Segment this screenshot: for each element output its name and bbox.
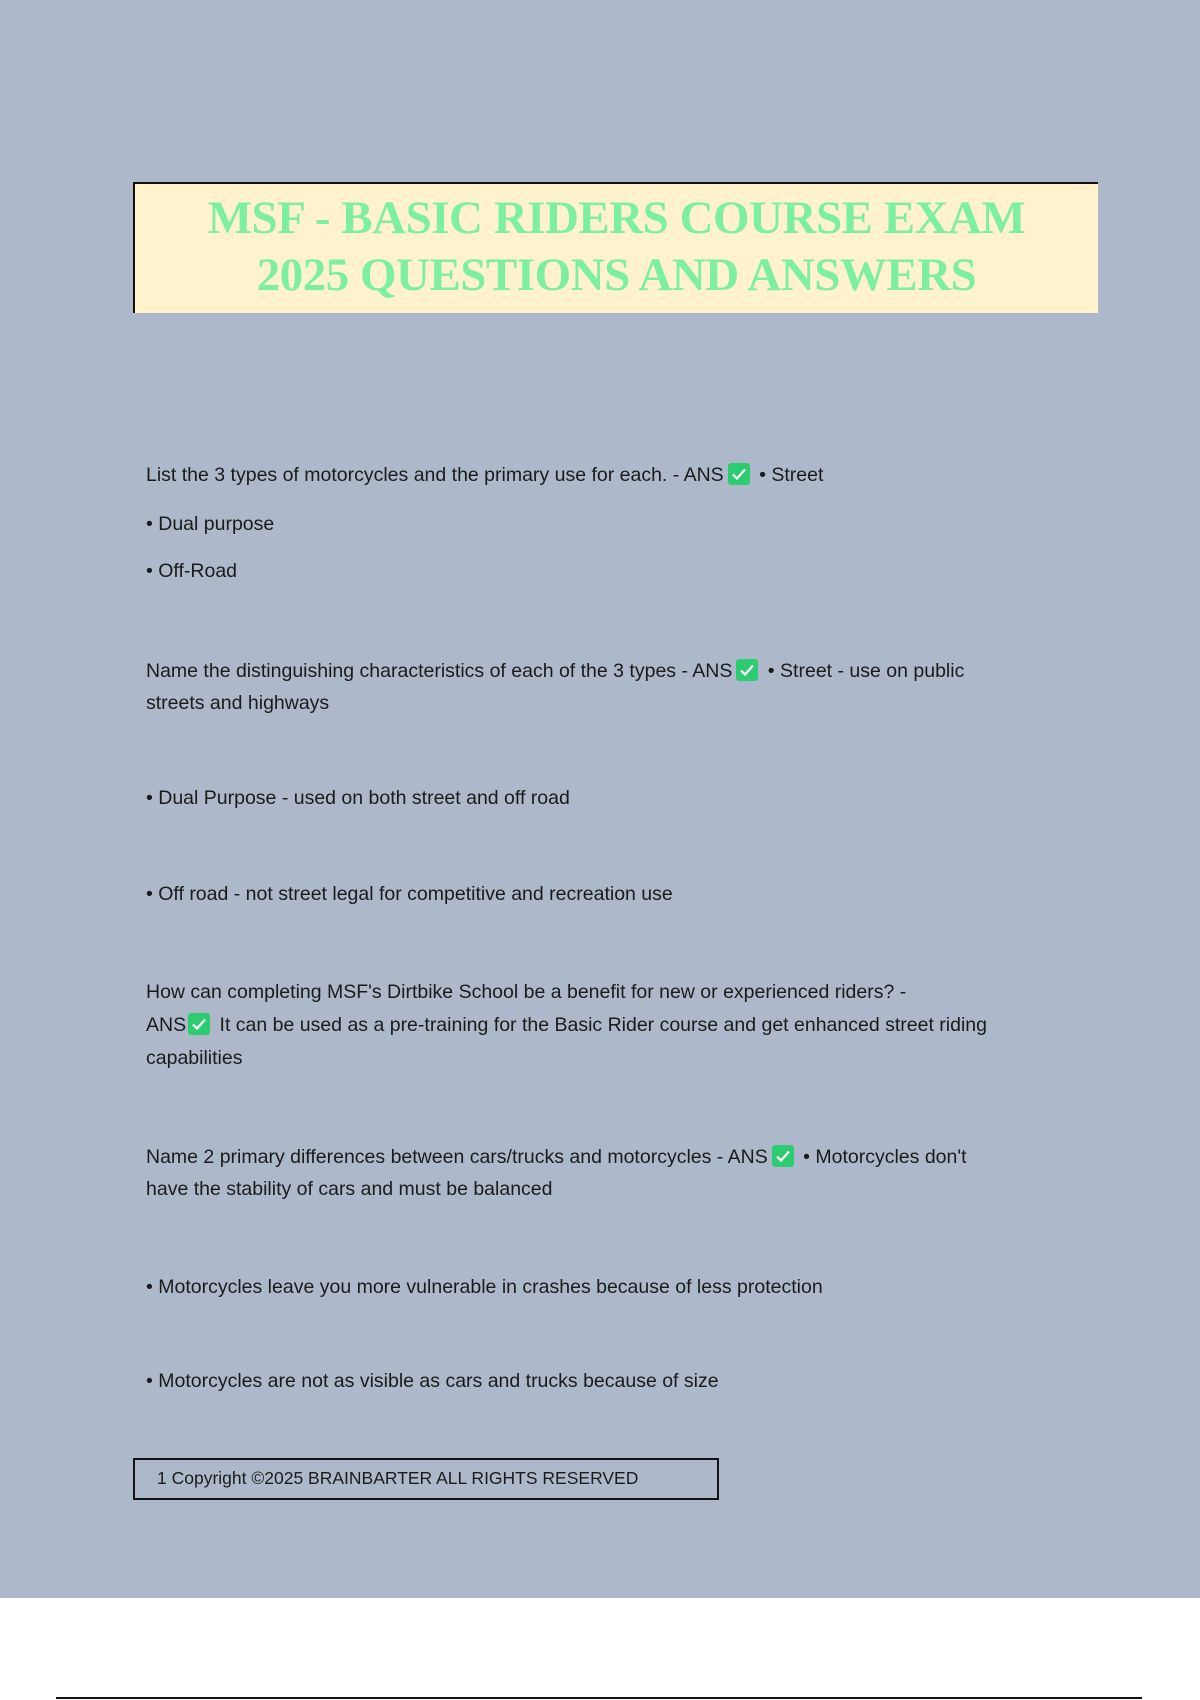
question-1 bbox=[146, 463, 823, 487]
question-text: Name 2 primary differences between cars/trucks and motorcycles - ANS bbox=[146, 1146, 768, 1168]
question-4 bbox=[146, 1145, 967, 1169]
check-box-icon bbox=[736, 659, 758, 681]
answer-line: • Dual purpose bbox=[146, 513, 275, 535]
page-divider bbox=[56, 1697, 1142, 1699]
answer-line: have the stability of cars and must be balanced bbox=[146, 1178, 553, 1200]
title-line-2: 2025 QUESTIONS AND ANSWERS bbox=[256, 249, 977, 301]
question-3: How can completing MSF's Dirtbike School be a benefit for new or experienced riders? - bbox=[146, 981, 907, 1003]
footer-box bbox=[133, 1458, 719, 1500]
answer-line: • Motorcycles leave you more vulnerable in crashes because of less protection bbox=[146, 1276, 823, 1298]
answer-text: • Street bbox=[753, 464, 824, 486]
copyright-text: 1 Copyright ©2025 BRAINBARTER ALL RIGHTS RESERVED bbox=[157, 1468, 639, 1488]
question-2 bbox=[146, 659, 964, 683]
question-text: List the 3 types of motorcycles and the primary use for each. - ANS bbox=[146, 464, 724, 486]
title-box bbox=[133, 182, 1098, 313]
answer-line: • Off road - not street legal for competitive and recreation use bbox=[146, 883, 673, 905]
question-text: Name the distinguishing characteristics of each of the 3 types - ANS bbox=[146, 660, 733, 682]
answer-text: • Motorcycles don't bbox=[797, 1146, 967, 1168]
check-box-icon bbox=[772, 1145, 794, 1167]
answer-line: • Dual Purpose - used on both street and off road bbox=[146, 787, 570, 809]
title-line-1: MSF - BASIC RIDERS COURSE EXAM bbox=[207, 192, 1026, 244]
answer-line: • Motorcycles are not as visible as cars and trucks because of size bbox=[146, 1370, 719, 1392]
answer-line: capabilities bbox=[146, 1047, 243, 1069]
check-box-icon bbox=[728, 463, 750, 485]
answer-text: It can be used as a pre-training for the Basic Rider course and get enhanced street riding bbox=[214, 1014, 987, 1036]
answer-text: • Street - use on public bbox=[762, 660, 965, 682]
check-box-icon bbox=[188, 1013, 210, 1035]
ans-label: ANS bbox=[146, 1014, 187, 1036]
answer-line: streets and highways bbox=[146, 692, 330, 714]
answer-line bbox=[146, 1013, 987, 1037]
answer-line: • Off-Road bbox=[146, 560, 238, 582]
